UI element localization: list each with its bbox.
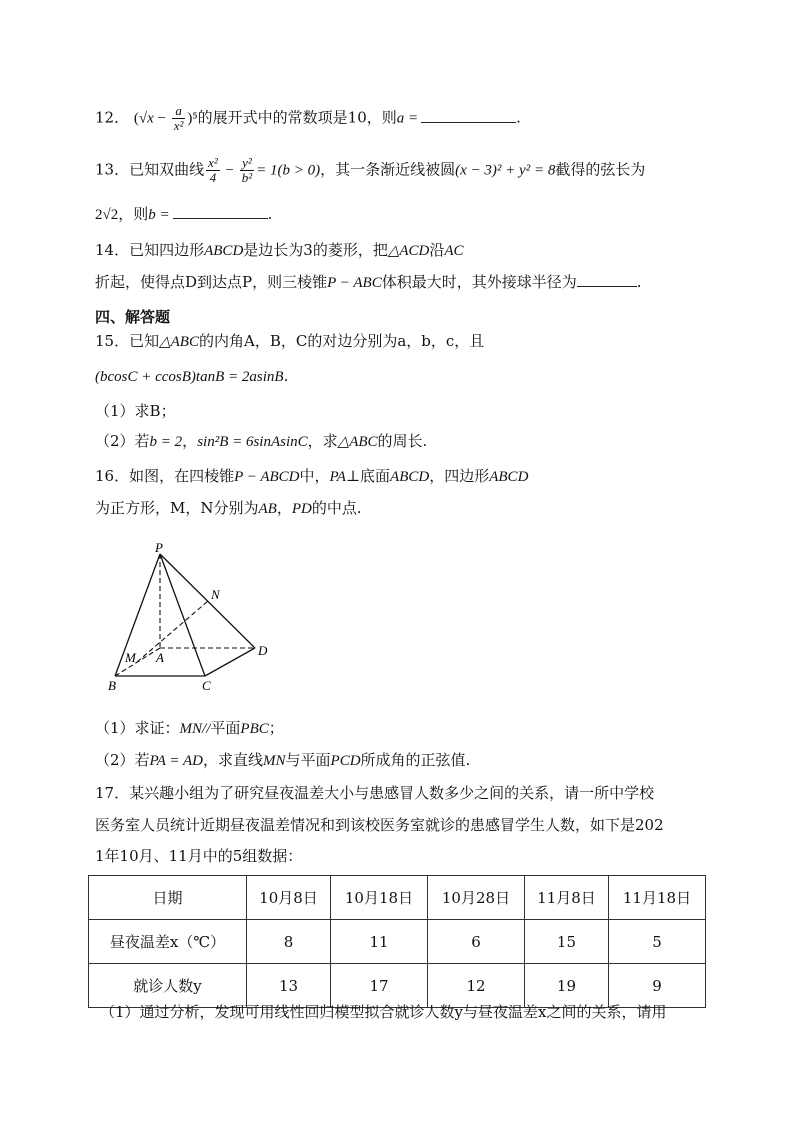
fraction: $\frac{\text{x²}}{4}$ [208,155,218,185]
label-A: A [156,650,164,665]
edge-PD [160,554,255,648]
answer-blank[interactable] [577,272,637,287]
answer-blank[interactable] [421,108,516,123]
question-13: 13．已知双曲线 $\frac{\text{x²}}{4}$ − $\frac{\text{y²}}{\text{b²}}$ = 1(b > 0)，其一条渐近线被圆(x − 3)² + y² = 8截得的弦长为 [95,155,646,185]
question-14: 14．已知四边形ABCD是边长为3的菱形，把△ACD沿AC [95,241,464,259]
fraction: $\frac{a}{\text{x²}}$ [173,103,184,133]
question-17-part1: （1）通过分析，发现可用线性回归模型拟合就诊人数y与昼夜温差x之间的关系，请用 [100,1003,667,1021]
question-17-line3: 1年10月、11月中的5组数据： [95,847,303,865]
question-14-line2: 折起，使得点D到达点P，则三棱锥P − ABC体积最大时，其外接球半径为 . [95,273,642,291]
question-15-part1: （1）求B； [95,402,176,420]
question-15-condition: (bcosC + ccosB)tanB = 2asinB. [95,367,289,385]
pyramid-figure [100,538,280,698]
table-header-row: 日期 10月8日 10月18日 10月28日 11月8日 11月18日 [89,876,706,920]
question-15-part2: （2）若b = 2，sin²B = 6sinAsinC，求△ABC的周长. [95,432,428,450]
question-13-line2: 2√2，则b = . [95,205,273,223]
question-16-line2: 为正方形，M，N分别为AB，PD的中点. [95,499,362,517]
question-16-part2: （2）若PA = AD，求直线MN与平面PCD所成角的正弦值. [95,751,471,769]
question-12: 12． (√x − $\frac{a}{\text{x²}}$ )⁵的展开式中的常数项是10，则a = . [95,103,521,133]
question-17: 17．某兴趣小组为了研究昼夜温差大小与患感冒人数多少之间的关系，请一所中学校 [95,784,655,802]
label-N: N [211,587,220,602]
edge-CD [205,648,255,676]
table-row: 就诊人数y 13 17 12 19 9 [89,964,706,1008]
edge-PB [115,554,160,676]
label-D: D [258,643,268,658]
label-B: B [108,678,116,693]
fraction: $\frac{\text{y²}}{\text{b²}}$ [241,155,253,185]
question-16-part1: （1）求证：MN//平面PBC； [95,719,284,737]
question-16: 16．如图，在四棱锥P − ABCD中，PA⊥底面ABCD，四边形ABCD [95,467,529,485]
label-C: C [202,678,211,693]
segment-MN [137,601,208,662]
question-17-line2: 医务室人员统计近期昼夜温差情况和到该校医务室就诊的患感冒学生人数，如下是202 [95,816,664,834]
label-P: P [155,540,163,555]
question-15: 15．已知△ABC的内角A，B，C的对边分别为a，b，c，且 [95,332,485,350]
answer-blank[interactable] [173,204,268,219]
edge-PC [160,554,205,676]
table-row: 昼夜温差x（℃） 8 11 6 15 5 [89,920,706,964]
data-table [88,875,706,1008]
label-M: M [125,650,136,665]
section-heading: 四、解答题 [95,308,171,326]
